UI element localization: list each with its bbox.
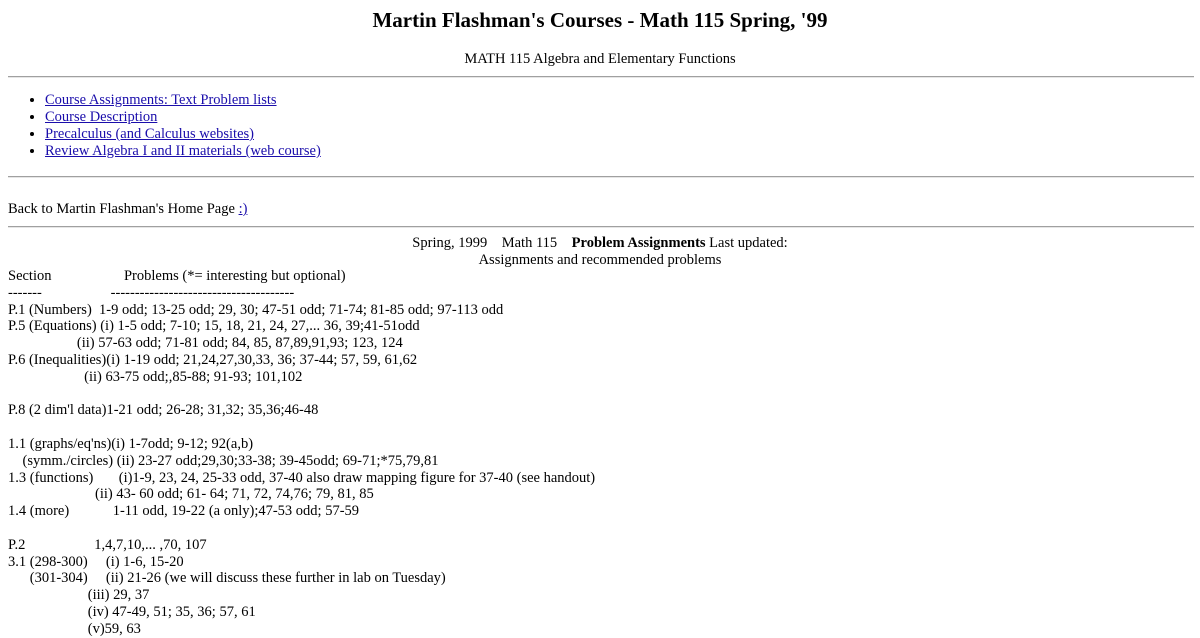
back-to-home [8,201,247,218]
list-item [45,92,321,109]
course-label: Math 115 [501,235,558,251]
assignments-header [0,235,1200,252]
assignments-heading: Problem Assignments [571,235,706,251]
last-updated-label: Last updated: [709,235,788,251]
list-item [45,143,321,160]
review-algebra-link[interactable]: Review Algebra I and II materials (web course) [45,143,321,159]
divider [8,226,1194,228]
course-description-link[interactable]: Course Description [45,109,158,125]
page-title: Martin Flashman's Courses - Math 115 Spring, '99 [372,8,828,32]
precalculus-websites-link[interactable]: Precalculus (and Calculus websites) [45,126,254,142]
divider [8,176,1194,178]
divider [8,76,1194,78]
list-item [45,109,321,126]
term-label: Spring, 1999 [412,235,488,251]
home-page-link[interactable]: :) [238,201,248,217]
course-links-list [0,92,321,160]
assignments-subheading: Assignments and recommended problems [478,252,722,268]
course-assignments-link[interactable]: Course Assignments: Text Problem lists [45,92,277,108]
problem-list: Section Problems (*= interesting but optional) ------- -------------------------------------- P.1 (Numbers) 1-9 odd; 13-25 odd; 29, 30; 47-51 odd; 71-74; 81-85 odd; 97-113 odd P.5 (Equations) (i) 1-5 odd; 7-10; 15, 18, 21, 24, 27,... 36, 39;41-51odd (ii) 57-63 odd; 71-81 odd; 84, 85, 87,89,91,93; 123, 124 P.6 (Inequalities)(i) 1-19 odd; 21,24,27,30,33, 36; 37-44; 57, 59, 61,62 (ii) 63-75 odd;,85-88; 91-93; 101,102 P.8 (2 dim'l data)1-21 odd; 26-28; 31,32; 35,36;46-48 1.1 (graphs/eq'ns)(i) 1-7odd; 9-12; 92(a,b) (symm./circles) (ii) 23-27 odd;29,30;33-38; 39-45odd; 69-71;*75,79,81 1.3 (functions) (i)1-9, 23, 24, 25-33 odd, 37-40 also draw mapping figure for 37-40 (see handout) (ii) 43- 60 odd; 61- 64; 71, 72, 74,76; 79, 81, 85 1.4 (more) 1-11 odd, 19-22 (a only);47-53 odd; 57-59 P.2 1,4,7,10,... ,70, 107 3.1 (298-300) (i) 1-6, 15-20 (301-304) (ii) 21-26 (we will discuss these further in lab on Tuesday) (iii) 29, 37 (iv) 47-49, 51; 35, 36; 57, 61 (v)59, 63 [8,268,596,637]
back-text: Back to Martin Flashman's Home Page [8,201,239,217]
list-item [45,126,321,143]
page-subtitle: MATH 115 Algebra and Elementary Functions [464,51,736,67]
